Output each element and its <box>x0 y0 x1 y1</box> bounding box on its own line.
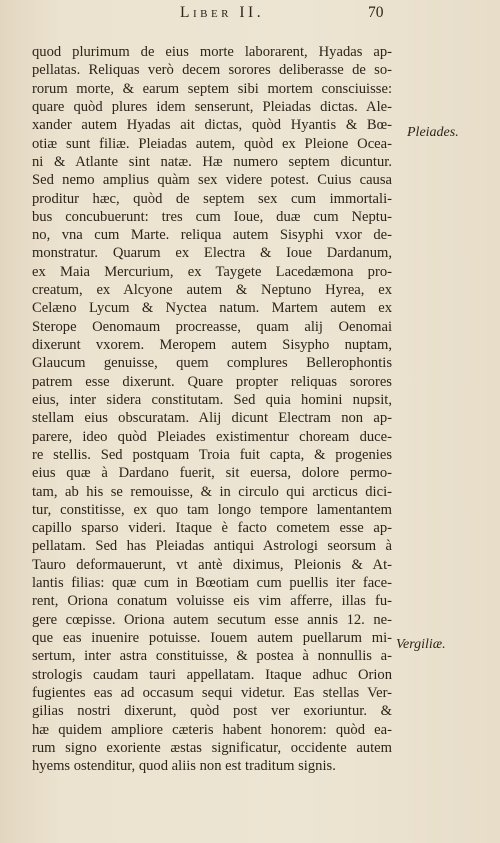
text-line: rent, Oriona conatum voluisse eis vim afferre, illas fu- <box>32 593 392 610</box>
text-line: rorum morte, & earum septem sibi mortem consciuisse: <box>32 80 392 97</box>
text-line: otiæ sunt filiæ. Pleiadas autem, quòd ex Pleione Ocea- <box>32 135 392 152</box>
text-line: fugientes eas ad occasum sequi videtur. Eas stellas Ver- <box>32 684 392 701</box>
margin-note-pleiades: Pleiades. <box>407 125 459 140</box>
running-head: Liber II. <box>180 4 265 21</box>
text-line: Sed nemo amplius quàm sex videre potest. Cuius causa <box>32 172 392 189</box>
text-line: capillo sparso videri. Itaque è facto cometem esse ap- <box>32 520 392 537</box>
text-line: lantis filias: quæ cum in Bœotiam cum puellis iter face- <box>32 575 392 592</box>
text-line: pellatas. Reliquas verò decem sorores deliberasse de so- <box>32 62 392 79</box>
text-line: bus concubuerunt: tres cum Ioue, duæ cum Neptu- <box>32 208 392 225</box>
text-line: rum signo exoriente æstas significatur, occidente autem <box>32 739 392 756</box>
text-line: eius, inter sidera constitutam. Sed quia homini nupsit, <box>32 391 392 408</box>
text-line: sertum, inter astra constituisse, & postea à nonnullis a- <box>32 648 392 665</box>
text-line-last: hyems ostenditur, quod aliis non est traditum signis. <box>32 758 336 775</box>
text-line: dixerunt vxorem. Meropem autem Sisypho nuptam, <box>32 337 392 353</box>
margin-note-vergiliae: Vergiliæ. <box>396 637 446 652</box>
body-text <box>32 43 392 776</box>
text-line: quod plurimum de eius morte laborarent, Hyadas ap- <box>32 44 392 60</box>
text-line: Sterope Oenomaum procreasse, quam alij Oenomai <box>32 318 392 335</box>
text-line: tur, constitisse, ex quo tam longo tempore lamentantem <box>32 501 392 518</box>
text-line: creatum, ex Alcyone autem & Neptuno Hyrea, ex <box>32 282 392 299</box>
page-number: 70 <box>368 4 384 21</box>
text-line: patrem esse dixerunt. Quare propter reliquas sorores <box>32 373 392 390</box>
text-line: ni & Atlante sint natæ. Hæ numero septem dicuntur. <box>32 153 392 170</box>
text-line: que eas inuenire potuisse. Iouem autem puellarum mi- <box>32 630 392 646</box>
text-line: Glaucum genuisse, quem complures Bellerophontis <box>32 355 392 372</box>
text-line: eius quæ à Dardano fuerit, sit euersa, dolore permo- <box>32 465 392 482</box>
text-line: pellatam. Sed has Pleiadas antiqui Astrologi seorsum à <box>32 538 392 555</box>
text-line: stellam eius obscuratam. Alij dicunt Electram non ap- <box>32 410 392 427</box>
text-line: gere cœpisse. Oriona autem secutum esse annis 12. ne- <box>32 611 392 628</box>
text-line: strologis caudam tauri appellatam. Itaque adhuc Orion <box>32 666 392 683</box>
text-line: proditur hæc, quòd de septem sex cum immortali- <box>32 190 392 207</box>
text-line: monstratur. Quarum ex Electra & Ioue Dardanum, <box>32 245 392 262</box>
text-line: hæ quidem ampliore cæteris habent honorem: quòd ea- <box>32 721 392 738</box>
text-line: ex Maia Mercurium, ex Taygete Lacedæmona pro- <box>32 263 392 280</box>
text-line: tam, ab his se remouisse, & in circulo qui arcticus dici- <box>32 483 392 500</box>
text-line: xander autem Hyadas ait dictas, quòd Hyantis & Bœ- <box>32 117 392 134</box>
text-line: gilias nostri dixerunt, quòd post ver exoriuntur. & <box>32 703 392 720</box>
text-line: Celæno Lycum & Nyctea natum. Martem autem ex <box>32 300 392 317</box>
text-line: no, vna cum Marte. reliqua autem Sisyphi vxor de- <box>32 227 392 244</box>
text-line: quare quòd plures idem senserunt, Pleiadas dictas. Ale- <box>32 98 392 115</box>
text-line: Tauro deformauerunt, vt antè diximus, Pleionis & At- <box>32 556 392 573</box>
page-header <box>0 3 500 27</box>
text-line: re stellis. Sed postquam Troia fuit capta, & progenies <box>32 446 392 463</box>
text-line: parere, ideo quòd Pleiades existimentur choream duce- <box>32 428 392 445</box>
